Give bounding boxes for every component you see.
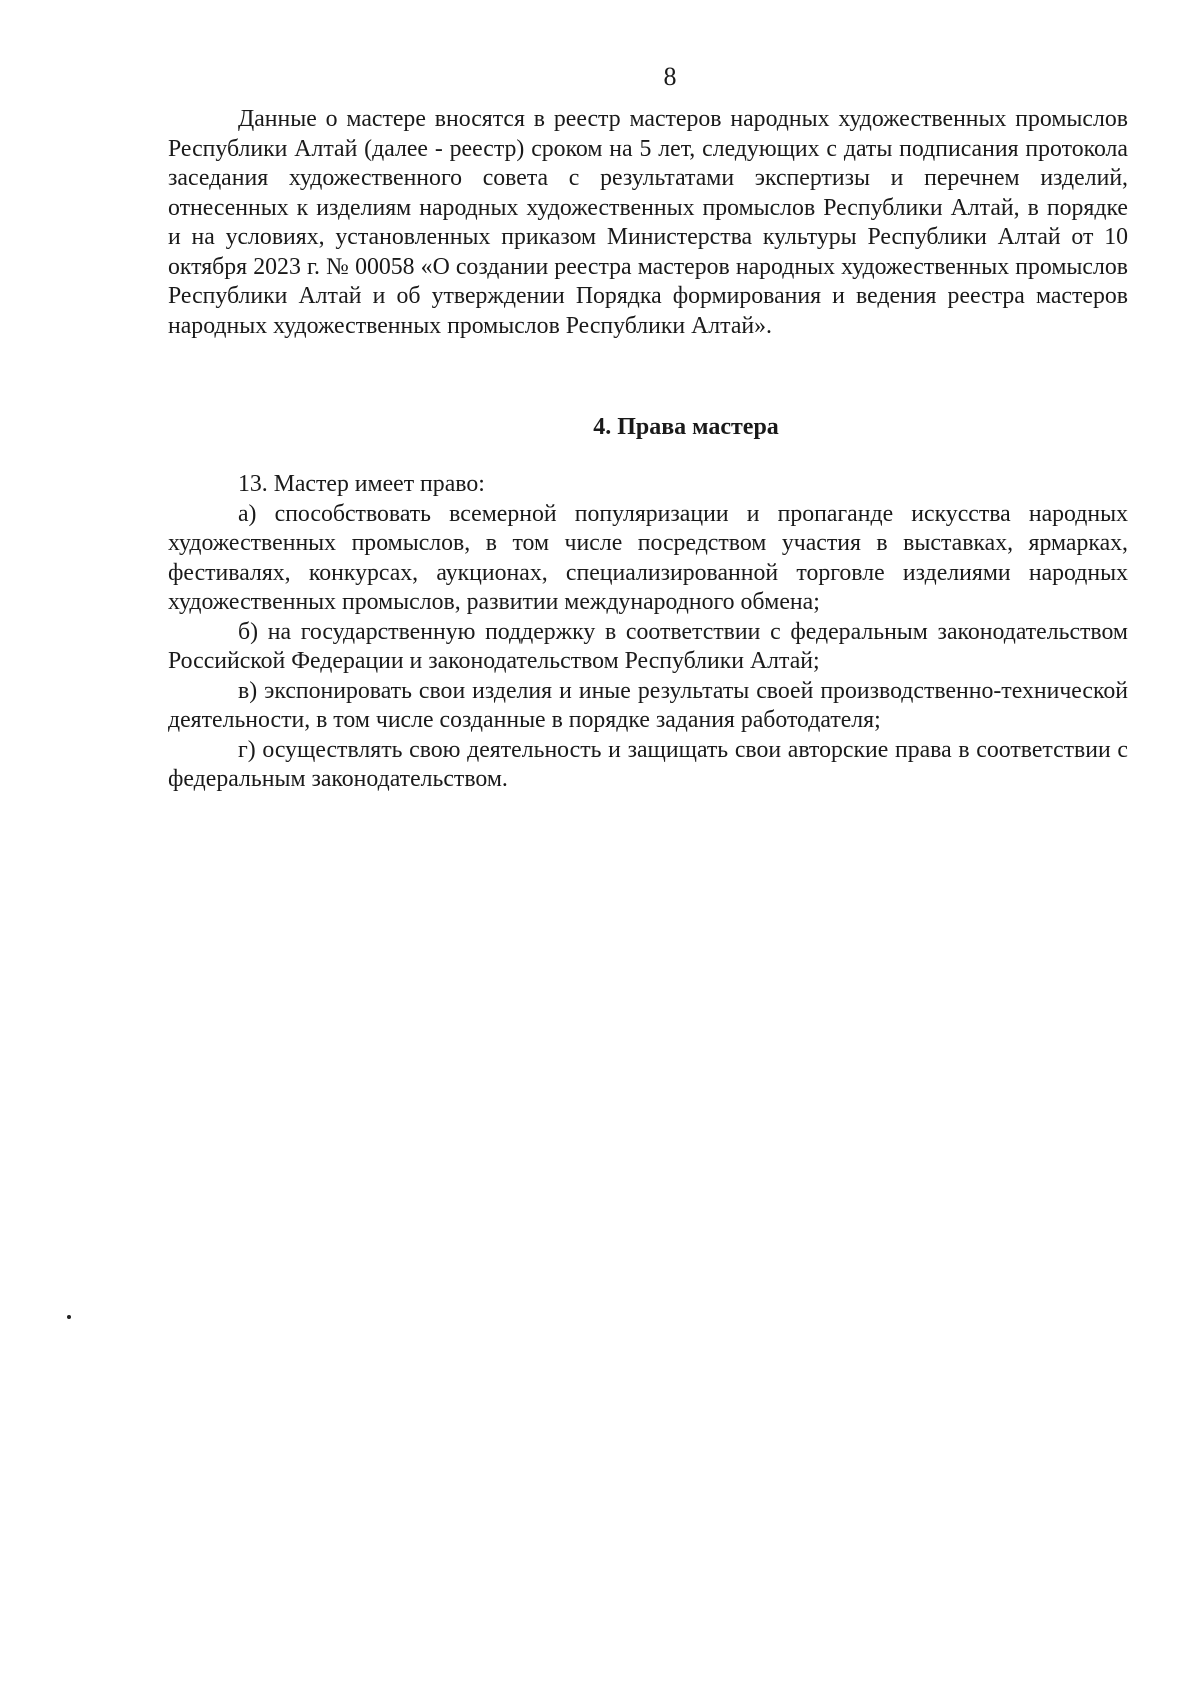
clause-13-item-d: г) осуществлять свою деятельность и защищать свои авторские права в соответствии с федеральным законодательством. (168, 736, 1128, 792)
intro-paragraph: Данные о мастере вносятся в реестр мастеров народных художественных промыслов Республики Алтай (далее - реестр) сроком на 5 лет, следующих с даты подписания протокола заседания художественного совета с результатами экспертизы и перечнем изделий, отнесенных к изделиям народных художественных промыслов Республики Алтай, в порядке и на условиях, установленных приказом Министерства культуры Республики Алтай от 10 октября 2023 г. № 00058 «О создании реестра мастеров народных художественных промыслов Республики Алтай и об утверждении Порядка формирования и ведения реестра мастеров народных художественных промыслов Республики Алтай». (168, 106, 1128, 339)
scan-speck (67, 1315, 71, 1319)
intro-section (168, 105, 1128, 341)
clause-13-item-b: б) на государственную поддержку в соответствии с федеральным законодательством Российской Федерации и законодательством Республики Алтай; (168, 618, 1128, 674)
page-number: 8 (663, 62, 677, 91)
rights-section (168, 470, 1128, 795)
clause-13-item-a: а) способствовать всемерной популяризации и пропаганде искусства народных художественных промыслов, в том числе посредством участия в выставках, ярмарках, фестивалях, конкурсах, аукционах, специализированной торговле изделиями народных художественных промыслов, развитии международного обмена; (168, 500, 1128, 615)
clause-13-lead: 13. Мастер имеет право: (238, 471, 485, 497)
clause-13-item-c: в) экспонировать свои изделия и иные результаты своей производственно-технической деятельности, в том числе созданные в порядке задания работодателя; (168, 677, 1128, 733)
section-heading: 4. Права мастера (593, 414, 779, 440)
